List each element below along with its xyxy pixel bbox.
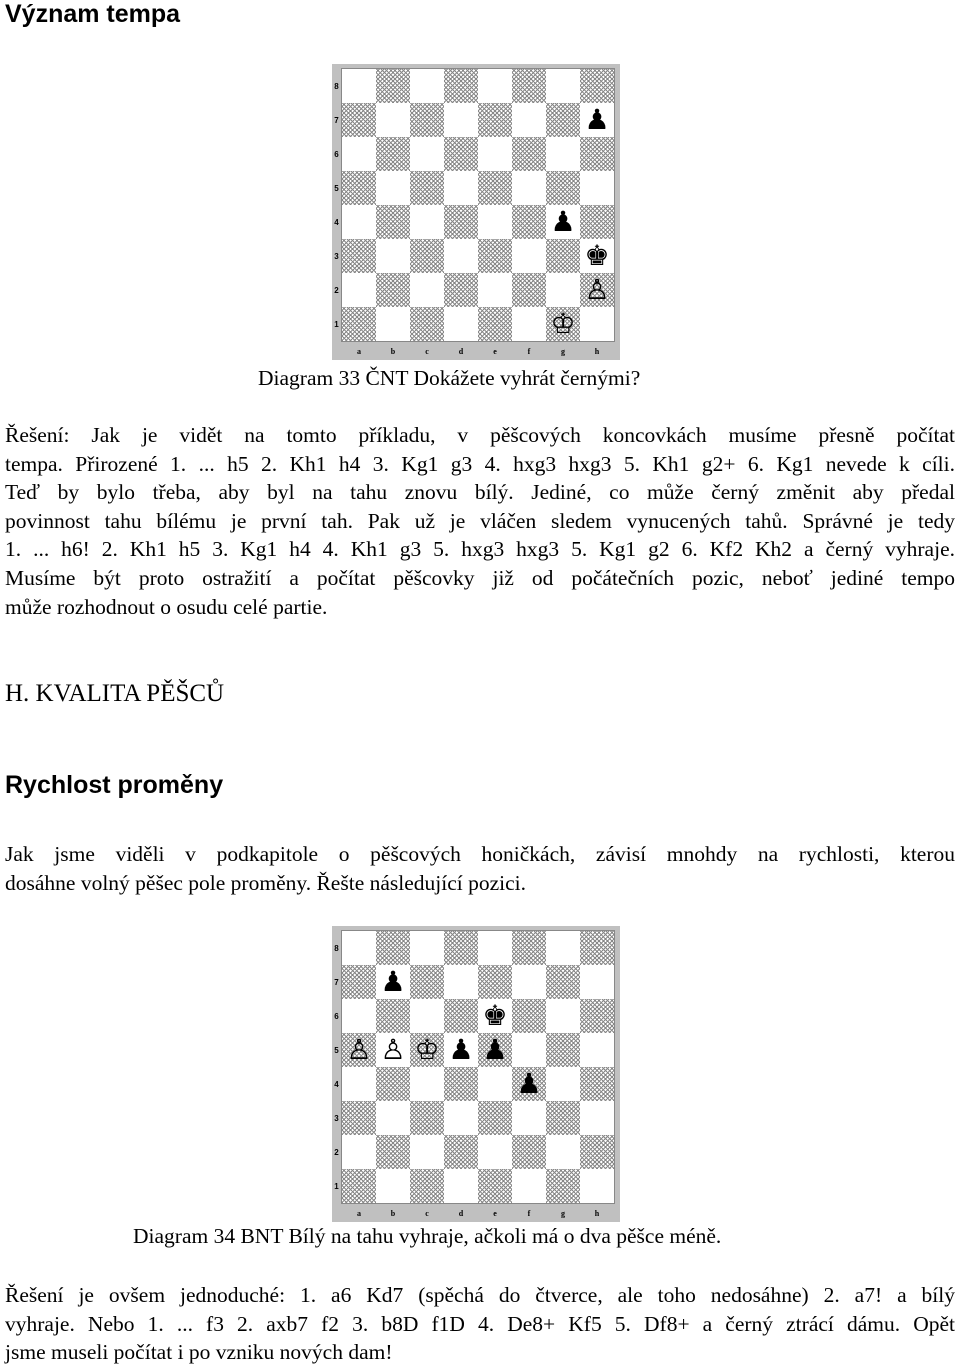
square-h5 xyxy=(580,171,614,205)
square-e6 xyxy=(478,999,512,1033)
file-label: a xyxy=(357,1208,361,1218)
square-h1 xyxy=(580,1169,614,1203)
text-line: Musíme být proto ostražití a počítat pěšcovky již od počátečních pozic, neboť jediné tempo xyxy=(5,565,955,590)
square-d6 xyxy=(444,137,478,171)
square-e6 xyxy=(478,137,512,171)
square-c3 xyxy=(410,239,444,273)
square-c7 xyxy=(410,965,444,999)
square-a5 xyxy=(342,1033,376,1067)
square-g6 xyxy=(546,137,580,171)
file-label: b xyxy=(390,346,396,356)
square-f1 xyxy=(512,307,546,341)
square-d3 xyxy=(444,239,478,273)
subheading: Rychlost proměny xyxy=(5,771,224,799)
square-g1 xyxy=(546,1169,580,1203)
square-h3 xyxy=(580,1101,614,1135)
file-label: h xyxy=(594,1208,600,1218)
square-a8 xyxy=(342,931,376,965)
square-h2 xyxy=(580,1135,614,1169)
square-c6 xyxy=(410,137,444,171)
square-e2 xyxy=(478,273,512,307)
square-b7 xyxy=(376,965,410,999)
page-title: Význam tempa xyxy=(5,0,181,28)
square-c1 xyxy=(410,1169,444,1203)
square-d4 xyxy=(444,1067,478,1101)
square-d8 xyxy=(444,931,478,965)
square-a4 xyxy=(342,205,376,239)
file-label: d xyxy=(458,1208,464,1218)
square-a3 xyxy=(342,239,376,273)
solution-34-paragraph xyxy=(5,1281,955,1367)
file-label: f xyxy=(527,346,531,356)
square-a6 xyxy=(342,137,376,171)
square-c5 xyxy=(410,171,444,205)
black-pawn-icon: ♟ xyxy=(584,103,610,136)
square-c8 xyxy=(410,69,444,103)
square-g8 xyxy=(546,69,580,103)
square-c4 xyxy=(410,1067,444,1101)
square-g4 xyxy=(546,1067,580,1101)
rank-label: 4 xyxy=(334,1079,339,1089)
square-a7 xyxy=(342,965,376,999)
text-line: Řešení je ovšem jednoduché: 1. a6 Kd7 (spěchá do čtverce, ale toho nedosáhne) 2. a7! a bílý xyxy=(5,1283,955,1307)
file-label: a xyxy=(357,346,361,356)
square-b8 xyxy=(376,69,410,103)
square-h7 xyxy=(580,965,614,999)
square-b3 xyxy=(376,239,410,273)
square-g7 xyxy=(546,965,580,999)
black-king-icon: ♚ xyxy=(584,239,610,272)
square-e3 xyxy=(478,239,512,273)
rank-label: 8 xyxy=(334,81,339,91)
text-line: 1. ... h6! 2. Kh1 h5 3. Kg1 h4 4. Kh1 g3 5. hxg3 hxg3 5. Kg1 g2 6. Kf2 Kh2 a černý vyhraje. xyxy=(5,537,955,562)
square-g2 xyxy=(546,1135,580,1169)
diagram-33-caption: Diagram 33 ČNT Dokážete vyhrát černými? xyxy=(258,366,641,390)
square-b5 xyxy=(376,1033,410,1067)
square-b4 xyxy=(376,1067,410,1101)
rank-label: 1 xyxy=(334,319,339,329)
square-f6 xyxy=(512,137,546,171)
section-heading: H. KVALITA PĚŠCŮ xyxy=(5,680,225,707)
square-c2 xyxy=(410,1135,444,1169)
square-d1 xyxy=(444,307,478,341)
square-e5 xyxy=(478,1033,512,1067)
solution-33-paragraph xyxy=(5,421,955,621)
text-line: jsme museli počítat i po vzniku nových dam! xyxy=(5,1340,393,1365)
rank-label: 3 xyxy=(334,251,339,261)
chess-diagram-34 xyxy=(332,926,620,1222)
square-e4 xyxy=(478,205,512,239)
square-f7 xyxy=(512,103,546,137)
square-c2 xyxy=(410,273,444,307)
text-line: může rozhodnout o osudu celé partie. xyxy=(5,594,328,619)
square-d1 xyxy=(444,1169,478,1203)
square-f3 xyxy=(512,1101,546,1135)
rank-label: 7 xyxy=(334,977,339,987)
square-b6 xyxy=(376,137,410,171)
square-f7 xyxy=(512,965,546,999)
black-pawn-icon: ♟ xyxy=(448,1033,474,1066)
square-g1 xyxy=(546,307,580,341)
rank-label: 1 xyxy=(334,1181,339,1191)
file-label: g xyxy=(561,346,565,356)
square-h8 xyxy=(580,931,614,965)
square-a6 xyxy=(342,999,376,1033)
square-c1 xyxy=(410,307,444,341)
file-label: h xyxy=(594,346,600,356)
intro-paragraph xyxy=(5,840,955,897)
square-a4 xyxy=(342,1067,376,1101)
square-h8 xyxy=(580,69,614,103)
square-e7 xyxy=(478,103,512,137)
square-e8 xyxy=(478,931,512,965)
diagram-34-caption: Diagram 34 BNT Bílý na tahu vyhraje, ačkoli má o dva pěšce méně. xyxy=(133,1224,722,1248)
square-d7 xyxy=(444,103,478,137)
square-d7 xyxy=(444,965,478,999)
black-king-icon: ♚ xyxy=(482,999,508,1032)
square-c5 xyxy=(410,1033,444,1067)
square-f4 xyxy=(512,205,546,239)
square-h2 xyxy=(580,273,614,307)
square-e8 xyxy=(478,69,512,103)
square-f2 xyxy=(512,1135,546,1169)
square-c4 xyxy=(410,205,444,239)
square-g3 xyxy=(546,1101,580,1135)
file-label: c xyxy=(425,1208,429,1218)
text-line: Jak jsme viděli v podkapitole o pěšcových honičkách, závisí mnohdy na rychlosti, kterou xyxy=(5,842,955,866)
square-c3 xyxy=(410,1101,444,1135)
black-pawn-icon: ♟ xyxy=(482,1033,508,1066)
square-d3 xyxy=(444,1101,478,1135)
rank-label: 7 xyxy=(334,115,339,125)
chessboard-grid xyxy=(341,68,615,342)
chessboard-grid xyxy=(341,930,615,1204)
square-e2 xyxy=(478,1135,512,1169)
square-a2 xyxy=(342,273,376,307)
square-a2 xyxy=(342,1135,376,1169)
rank-label: 2 xyxy=(334,285,339,295)
square-h1 xyxy=(580,307,614,341)
square-b4 xyxy=(376,205,410,239)
file-label: g xyxy=(561,1208,565,1218)
square-e7 xyxy=(478,965,512,999)
file-label: d xyxy=(458,346,464,356)
square-d5 xyxy=(444,1033,478,1067)
square-g6 xyxy=(546,999,580,1033)
black-pawn-icon: ♟ xyxy=(516,1067,542,1100)
square-b8 xyxy=(376,931,410,965)
text-line: Řešení: Jak je vidět na tomto příkladu, v pěšcových koncovkách musíme přesně počítat xyxy=(5,423,955,447)
rank-label: 4 xyxy=(334,217,339,227)
square-g5 xyxy=(546,171,580,205)
square-f5 xyxy=(512,171,546,205)
text-line: dosáhne volný pěšec pole proměny. Řešte následující pozici. xyxy=(5,870,527,895)
file-label: e xyxy=(493,1208,497,1218)
white-king-icon: ♔ xyxy=(550,307,576,340)
rank-label: 2 xyxy=(334,1147,339,1157)
square-h4 xyxy=(580,1067,614,1101)
square-a5 xyxy=(342,171,376,205)
square-f8 xyxy=(512,931,546,965)
square-h5 xyxy=(580,1033,614,1067)
square-a3 xyxy=(342,1101,376,1135)
text-line: povinnost tahu bílému je první tah. Pak už je vláčen sledem vynucených tahů. Správné je tedy xyxy=(5,508,955,533)
square-c7 xyxy=(410,103,444,137)
rank-label: 5 xyxy=(334,1045,339,1055)
square-d8 xyxy=(444,69,478,103)
square-f1 xyxy=(512,1169,546,1203)
square-a1 xyxy=(342,1169,376,1203)
square-h4 xyxy=(580,205,614,239)
square-d5 xyxy=(444,171,478,205)
white-pawn-icon: ♙ xyxy=(380,1033,406,1066)
square-g7 xyxy=(546,103,580,137)
white-pawn-icon: ♙ xyxy=(584,273,610,306)
square-d6 xyxy=(444,999,478,1033)
white-pawn-icon: ♙ xyxy=(346,1033,372,1066)
square-b1 xyxy=(376,1169,410,1203)
file-label: e xyxy=(493,346,497,356)
square-b2 xyxy=(376,1135,410,1169)
square-b5 xyxy=(376,171,410,205)
rank-label: 3 xyxy=(334,1113,339,1123)
rank-label: 6 xyxy=(334,1011,339,1021)
square-g8 xyxy=(546,931,580,965)
square-c8 xyxy=(410,931,444,965)
square-b3 xyxy=(376,1101,410,1135)
square-b1 xyxy=(376,307,410,341)
square-h7 xyxy=(580,103,614,137)
rank-label: 6 xyxy=(334,149,339,159)
square-b2 xyxy=(376,273,410,307)
square-a7 xyxy=(342,103,376,137)
square-a8 xyxy=(342,69,376,103)
square-d2 xyxy=(444,273,478,307)
file-label: c xyxy=(425,346,429,356)
black-pawn-icon: ♟ xyxy=(550,205,576,238)
square-g3 xyxy=(546,239,580,273)
text-line: Teď by bylo třeba, aby byl na tahu znovu bílý. Jediné, co může černý změnit aby předal xyxy=(5,480,955,505)
black-pawn-icon: ♟ xyxy=(380,965,406,998)
square-h6 xyxy=(580,999,614,1033)
square-d2 xyxy=(444,1135,478,1169)
square-f6 xyxy=(512,999,546,1033)
square-g4 xyxy=(546,205,580,239)
square-b7 xyxy=(376,103,410,137)
square-h3 xyxy=(580,239,614,273)
rank-label: 5 xyxy=(334,183,339,193)
square-d4 xyxy=(444,205,478,239)
square-f2 xyxy=(512,273,546,307)
square-e1 xyxy=(478,307,512,341)
square-g5 xyxy=(546,1033,580,1067)
rank-label: 8 xyxy=(334,943,339,953)
square-f8 xyxy=(512,69,546,103)
text-line: tempa. Přirozené 1. ... h5 2. Kh1 h4 3. Kg1 g3 4. hxg3 hxg3 5. Kh1 g2+ 6. Kg1 nevede k cíli. xyxy=(5,451,955,476)
square-a1 xyxy=(342,307,376,341)
square-f4 xyxy=(512,1067,546,1101)
square-g2 xyxy=(546,273,580,307)
chess-diagram-33 xyxy=(332,64,620,360)
square-h6 xyxy=(580,137,614,171)
square-e1 xyxy=(478,1169,512,1203)
square-f5 xyxy=(512,1033,546,1067)
square-f3 xyxy=(512,239,546,273)
square-e5 xyxy=(478,171,512,205)
text-line: vyhraje. Nebo 1. ... f3 2. axb7 f2 3. b8D f1D 4. De8+ Kf5 5. Df8+ a černý ztrácí dámu. Opět xyxy=(5,1311,955,1336)
square-e3 xyxy=(478,1101,512,1135)
white-king-icon: ♔ xyxy=(414,1033,440,1066)
square-e4 xyxy=(478,1067,512,1101)
square-b6 xyxy=(376,999,410,1033)
file-label: f xyxy=(527,1208,531,1218)
file-label: b xyxy=(390,1208,396,1218)
square-c6 xyxy=(410,999,444,1033)
